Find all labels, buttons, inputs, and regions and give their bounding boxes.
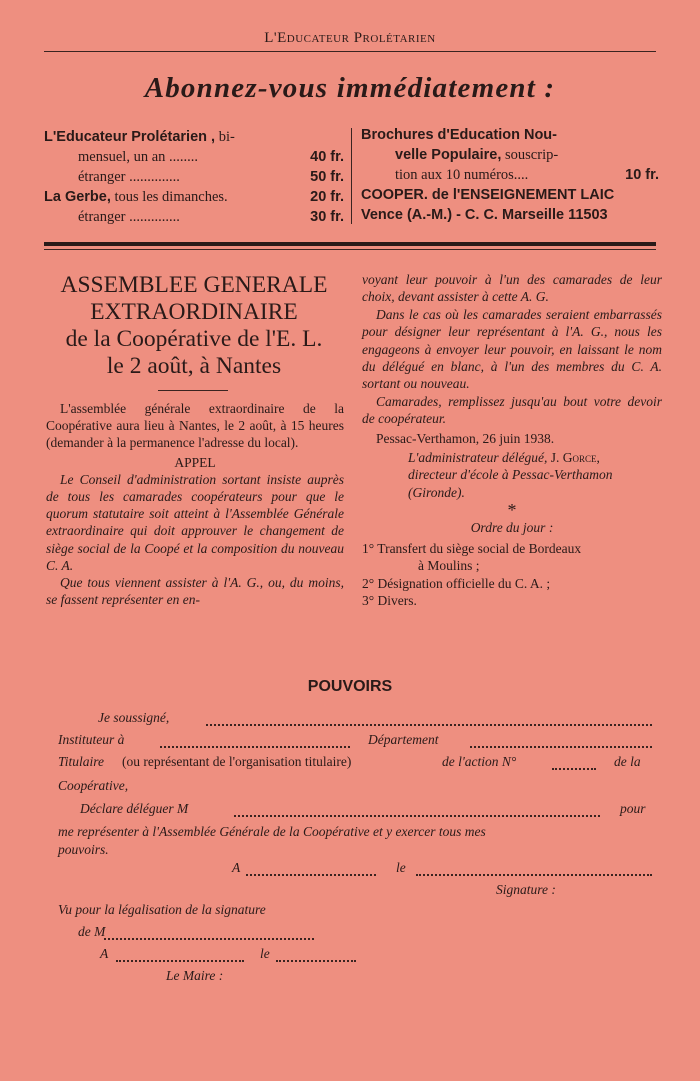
- subscription-item: [44, 147, 344, 167]
- form-label: de M: [78, 924, 106, 939]
- form-label: Vu pour la légalisation de la signature: [58, 902, 266, 917]
- form-label: Je soussigné,: [98, 710, 170, 725]
- agenda-number: 2°: [362, 575, 375, 591]
- subscription-item: [44, 207, 344, 227]
- publisher-address: Vence (A.-M.) - C. C. Marseille 11503: [361, 207, 608, 223]
- article-title-line: ASSEMBLEE GENERALE: [60, 272, 328, 298]
- form-label: Titulaire: [58, 754, 105, 769]
- subscription-label: mensuel, un an ........: [78, 149, 199, 165]
- subscription-item: [44, 167, 344, 187]
- article-left-column: [46, 400, 344, 608]
- subscription-price: 30 fr.: [310, 209, 344, 225]
- form-label: le: [396, 860, 406, 875]
- signatory: [362, 449, 662, 501]
- blank-instituteur[interactable]: [160, 746, 350, 748]
- signatory-detail: directeur d'école à Pessac-Verthamon (Gironde).: [408, 467, 613, 500]
- brochures-line: [361, 145, 661, 165]
- appel-paragraph: Camarades, remplissez jusqu'au bout votre devoir de coopérateur.: [362, 393, 662, 427]
- publication-title: L'Educateur Prolétarien ,: [44, 129, 216, 145]
- maire-label: Le Maire :: [166, 968, 224, 983]
- agenda-item: [362, 592, 662, 609]
- agenda-title: Ordre du jour :: [470, 520, 554, 536]
- form-label: Déclare déléguer M: [80, 801, 189, 816]
- appel-paragraph: Le Conseil d'administration sortant insiste auprès de tous les camarades coopérateurs pour que le quorum statutaire soit atteint à l'Assemblée Générale extraordinaire qui doit approuver le changement de siège social de la Coopé et la composition du nouveau C. A.: [46, 471, 344, 573]
- brochures-price: 10 fr.: [625, 167, 659, 183]
- blank-delegue[interactable]: [234, 815, 600, 817]
- subscription-list-right: [361, 125, 661, 225]
- publisher-name: COOPER. de l'ENSEIGNEMENT LAIC: [361, 187, 615, 203]
- subscription-text: bi-: [215, 129, 235, 145]
- agenda-text: Divers.: [377, 592, 417, 608]
- blank-departement[interactable]: [470, 746, 652, 748]
- subscription-item: [44, 187, 344, 207]
- signature-label: Signature :: [496, 882, 556, 897]
- pouvoirs-title: POUVOIRS: [307, 678, 393, 695]
- signatory-role: L'administrateur délégué,: [408, 450, 548, 466]
- article-title: [44, 272, 344, 380]
- form-label: Coopérative,: [58, 778, 129, 793]
- subscription-price: 20 fr.: [310, 189, 344, 205]
- blank-maire-nom[interactable]: [104, 938, 314, 940]
- agenda-number: 3°: [362, 592, 375, 608]
- appel-paragraph: voyant leur pouvoir à l'un des camarades de leur choix, devant assister à cette A. G.: [362, 272, 662, 305]
- subscription-banner: Abonnez-vous immédiatement :: [144, 72, 556, 104]
- blank-maire-lieu[interactable]: [116, 960, 244, 962]
- article-title-line: de la Coopérative de l'E. L.: [65, 326, 323, 352]
- subscription-label: étranger ..............: [78, 169, 180, 185]
- form-label: de la: [614, 754, 641, 769]
- subscription-label: étranger ..............: [78, 209, 180, 225]
- form-label: de l'action N°: [442, 754, 517, 769]
- signatory-name: J. Gorce,: [550, 450, 600, 466]
- blank-action-number[interactable]: [552, 768, 596, 770]
- article-right-column: [362, 271, 662, 609]
- article-title-line: EXTRAORDINAIRE: [90, 299, 298, 325]
- agenda-text: à Moulins ;: [418, 558, 480, 574]
- brochures-text: tion aux 10 numéros....: [395, 167, 529, 183]
- subscription-item: [44, 127, 344, 147]
- subscription-list-left: [44, 127, 344, 227]
- brochures-line: Brochures d'Education Nou-: [361, 127, 557, 143]
- agenda-text: Désignation officielle du C. A. ;: [377, 575, 551, 591]
- title-rule: [158, 390, 228, 391]
- article-title-line: le 2 août, à Nantes: [106, 353, 282, 379]
- section-rule: [44, 249, 656, 250]
- form-text: me représenter à l'Assemblée Générale de la Coopérative et y exercer tous mes: [58, 824, 486, 839]
- section-rule: [44, 242, 656, 246]
- appel-heading: APPEL: [174, 454, 216, 470]
- place-date: Pessac-Verthamon, 26 juin 1938.: [376, 430, 555, 446]
- header-rule: [44, 51, 656, 52]
- blank-lieu[interactable]: [246, 874, 376, 876]
- subscription-price: 40 fr.: [310, 149, 344, 165]
- blank-maire-date[interactable]: [276, 960, 356, 962]
- subscription-label: tous les dimanches.: [110, 189, 228, 205]
- publication-title: La Gerbe,: [44, 189, 111, 205]
- appel-paragraph: Que tous viennent assister à l'A. G., ou, du moins, se fassent représenter en en-: [46, 575, 344, 608]
- agenda-number: 1°: [362, 540, 375, 556]
- appel-paragraph: Dans le cas où les camarades seraient embarrassés pour désigner leur représentant à l'A. G., nous les engageons à envoyer leur pouvoir, en laissant le nom du délégué en blanc, à l'un des membres du C. A. sortant ou nouveau.: [362, 306, 662, 392]
- form-label: A: [100, 946, 109, 961]
- agenda-text: Transfert du siège social de Bordeaux: [377, 540, 582, 556]
- running-title: L'Educateur Prolétarien: [264, 30, 436, 46]
- form-label: (ou représentant de l'organisation titulaire): [122, 754, 352, 769]
- brochures-title: velle Populaire,: [395, 147, 502, 163]
- form-label: Instituteur à: [58, 732, 125, 747]
- form-label: A: [232, 860, 241, 875]
- brochures-line: [361, 165, 659, 185]
- agenda-item: [362, 575, 662, 592]
- form-label: Département: [368, 732, 439, 747]
- separator-asterisk: *: [507, 500, 517, 521]
- agenda-item: [362, 540, 662, 575]
- intro-paragraph: L'assemblée générale extraordinaire de la Coopérative aura lieu à Nantes, le 2 août, à 15 heures (demander à la permanence l'adresse du local).: [46, 401, 344, 451]
- column-divider: [351, 128, 352, 224]
- form-label: pour: [620, 801, 646, 816]
- blank-date[interactable]: [416, 874, 652, 876]
- form-text: pouvoirs.: [58, 842, 109, 857]
- form-label: le: [260, 946, 270, 961]
- blank-soussigne[interactable]: [206, 724, 652, 726]
- subscription-price: 50 fr.: [310, 169, 344, 185]
- brochures-text: souscrip-: [501, 147, 559, 163]
